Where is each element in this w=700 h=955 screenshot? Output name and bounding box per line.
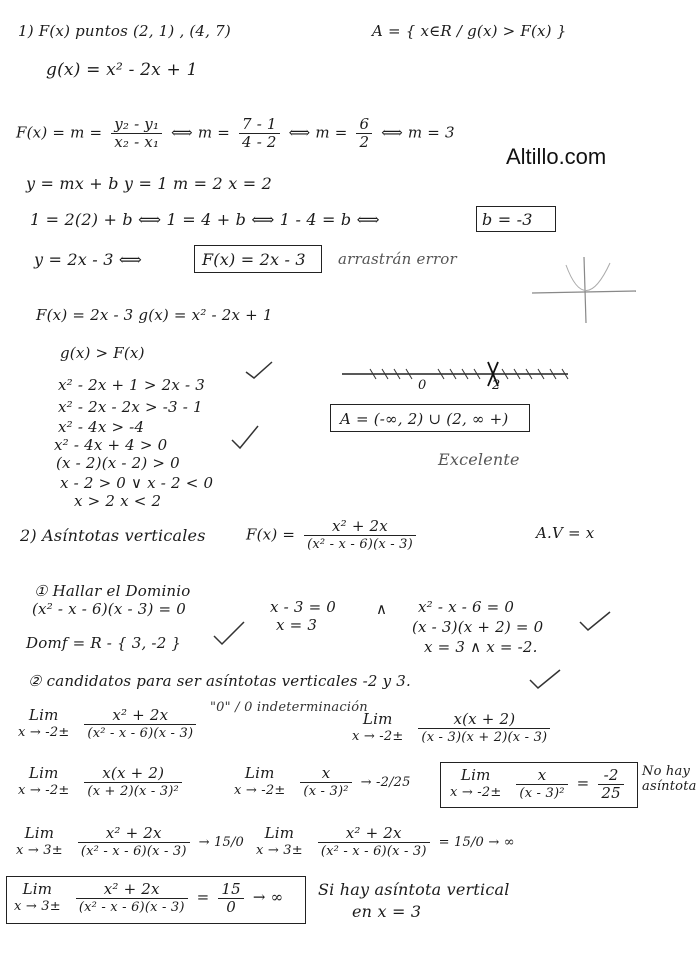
frac-a-num: x² + 2x [84, 707, 196, 725]
limit-c [18, 764, 186, 800]
final-inf: → ∞ [252, 888, 284, 906]
lim-final-sub: x → 3± [14, 899, 61, 914]
step-4: x² - 4x + 4 > 0 [54, 436, 168, 454]
lim-e-sub: x → -2± [450, 785, 502, 800]
axis-label-zero: 0 [418, 378, 427, 393]
number-line [340, 358, 572, 388]
slope-result: ⟺ m = 3 [381, 123, 455, 142]
margin-note: arrastrán error [338, 250, 457, 268]
lim-g-op [256, 824, 303, 860]
final-den: 0 [226, 897, 236, 916]
val-e-den: 25 [601, 783, 621, 802]
limit-a [18, 706, 200, 742]
frac-b-num: x(x + 2) [418, 711, 550, 729]
x-equals-3: x = 3 [276, 616, 318, 634]
lim-f-op [16, 824, 63, 860]
lim-c-op [18, 764, 69, 800]
lim-f-sub: x → 3± [16, 843, 63, 858]
frac-final-num: x² + 2x [76, 881, 188, 899]
f2-label: F(x) = [246, 525, 296, 544]
slope-den: x₂ - x₁ [114, 133, 160, 151]
final-num: 15 [218, 881, 244, 899]
frac-a-den: (x² - x - 6)(x - 3) [87, 725, 194, 741]
step-2: x² - 2x - 2x > -3 - 1 [58, 398, 203, 416]
axis-sketch [530, 255, 640, 325]
frac-g-num: x² + 2x [318, 825, 430, 843]
step-1: x² - 2x + 1 > 2x - 3 [58, 376, 205, 394]
check-icon [230, 424, 260, 450]
slope-den-2: 4 - 2 [241, 133, 277, 151]
frac-d-den: (x - 3)² [303, 783, 349, 799]
step-6: x - 2 > 0 ∨ x - 2 < 0 [60, 474, 214, 492]
slope-num-3: 6 [356, 116, 372, 134]
lim-g-sub: x → 3± [256, 843, 303, 858]
lim-d-op [234, 764, 285, 800]
f-solve: y = 2x - 3 ⟺ [34, 250, 143, 269]
f2-num: x² + 2x [304, 518, 416, 536]
limit-g [256, 824, 515, 860]
slope-fraction [111, 116, 162, 151]
lim-e-op [450, 766, 501, 802]
lim-b-label: Lim [362, 710, 393, 728]
frac-f-den: (x² - x - 6)(x - 3) [80, 843, 187, 859]
limit-b [352, 710, 554, 746]
slope-eq1: ⟺ m = [171, 123, 231, 142]
lim-c-label: Lim [28, 764, 59, 782]
val-e-num: -2 [598, 767, 624, 785]
slope-num-2: 7 - 1 [239, 116, 280, 134]
step-5: (x - 2)(x - 2) > 0 [56, 454, 180, 472]
frac-e-eq: = [576, 774, 590, 792]
slope-label: F(x) = m = [16, 123, 103, 142]
g-definition: g(x) = x² - 2x + 1 [46, 60, 198, 80]
axis-label-two: 2 [492, 378, 501, 393]
f2-definition [246, 518, 420, 553]
indeterminacy-note: "0" / 0 indeterminación [210, 700, 368, 715]
lim-g-label: Lim [264, 824, 295, 842]
check-icon [578, 610, 612, 632]
frac-f-num: x² + 2x [78, 825, 190, 843]
quadratic: x² - x - 6 = 0 [418, 598, 515, 616]
roots: x = 3 ∧ x = -2. [424, 638, 538, 656]
b-solve: 1 = 2(2) + b ⟺ 1 = 4 + b ⟺ 1 - 4 = b ⟺ [30, 210, 380, 229]
frac-b [418, 711, 550, 746]
frac-e-den: (x - 3)² [519, 785, 565, 801]
f2-den: (x² - x - 6)(x - 3) [307, 537, 413, 552]
step-3: x² - 4x > -4 [58, 418, 145, 436]
f-and-g: F(x) = 2x - 3 g(x) = x² - 2x + 1 [36, 306, 273, 324]
val-e [598, 767, 624, 802]
frac-c [84, 765, 182, 800]
inequality: g(x) > F(x) [60, 344, 145, 362]
x-minus-3: x - 3 = 0 [270, 598, 337, 616]
lim-a-label: Lim [28, 706, 59, 724]
check-icon [212, 620, 246, 646]
step-7: x > 2 x < 2 [74, 492, 162, 510]
val-d: → -2/25 [360, 775, 411, 790]
domain: Domf = R - { 3, -2 } [26, 634, 182, 652]
val-f: → 15/0 [198, 835, 245, 850]
lim-d-label: Lim [244, 764, 275, 782]
frac-g [318, 825, 430, 860]
f-result: F(x) = 2x - 3 [202, 250, 306, 269]
lim-e-label: Lim [460, 766, 491, 784]
and-symbol: ∧ [376, 600, 388, 618]
limit-d [234, 764, 411, 800]
frac-a [84, 707, 196, 742]
slope-den-3: 2 [359, 133, 370, 151]
frac-final [76, 881, 188, 916]
frac-c-num: x(x + 2) [84, 765, 182, 783]
frac-e-num: x [516, 767, 567, 785]
limit-final [14, 880, 283, 916]
f2-fraction [304, 518, 416, 553]
lim-f-label: Lim [24, 824, 55, 842]
problem-1-header: 1) F(x) puntos (2, 1) , (4, 7) [18, 22, 231, 40]
frac-d [300, 765, 351, 800]
b-result: b = -3 [482, 210, 533, 229]
check-icon [244, 360, 274, 380]
check-icon [528, 668, 562, 690]
frac-c-den: (x + 2)(x - 3)² [87, 783, 179, 799]
slope-fraction-2 [239, 116, 280, 151]
step-1-title: ① Hallar el Dominio [34, 582, 191, 600]
line-equation: y = mx + b y = 1 m = 2 x = 2 [26, 174, 272, 193]
lim-b-sub: x → -2± [352, 729, 404, 744]
final-value [218, 881, 244, 916]
frac-g-den: (x² - x - 6)(x - 3) [320, 843, 427, 859]
limit-e [450, 766, 628, 802]
problem-2-header: 2) Asíntotas verticales [20, 526, 206, 545]
step-2-title: ② candidatos para ser asíntotas verticales -2 y 3. [28, 672, 411, 690]
lim-a-op [18, 706, 69, 742]
conclusion-line-2: en x = 3 [352, 902, 422, 921]
frac-b-den: (x - 3)(x + 2)(x - 3) [421, 729, 548, 745]
slope-derivation [16, 116, 455, 151]
lim-b-op [352, 710, 403, 746]
conclusion-line-1: Si hay asíntota vertical [318, 880, 510, 899]
val-g: = 15/0 → ∞ [438, 835, 515, 850]
lim-final-op [14, 880, 61, 916]
av-label: A.V = x [536, 524, 595, 542]
frac-d-num: x [300, 765, 351, 783]
limit-f [16, 824, 244, 860]
factorized: (x - 3)(x + 2) = 0 [412, 618, 544, 636]
slope-eq2: ⟺ m = [288, 123, 348, 142]
no-asymptote-note: No hay asíntota [642, 764, 697, 794]
slope-fraction-3 [356, 116, 372, 151]
lim-d-sub: x → -2± [234, 783, 286, 798]
watermark: Altillo.com [506, 144, 607, 169]
final-eq: = [196, 888, 210, 906]
praise: Excelente [438, 450, 520, 469]
answer: A = (-∞, 2) ∪ (2, ∞ +) [340, 410, 509, 428]
domain-equation: (x² - x - 6)(x - 3) = 0 [32, 600, 186, 618]
lim-c-sub: x → -2± [18, 783, 70, 798]
frac-f [78, 825, 190, 860]
set-definition: A = { x∈R / g(x) > F(x) } [372, 22, 567, 40]
slope-num: y₂ - y₁ [111, 116, 162, 134]
lim-final-label: Lim [22, 880, 53, 898]
lim-a-sub: x → -2± [18, 725, 70, 740]
frac-e [516, 767, 567, 802]
frac-final-den: (x² - x - 6)(x - 3) [78, 899, 185, 915]
